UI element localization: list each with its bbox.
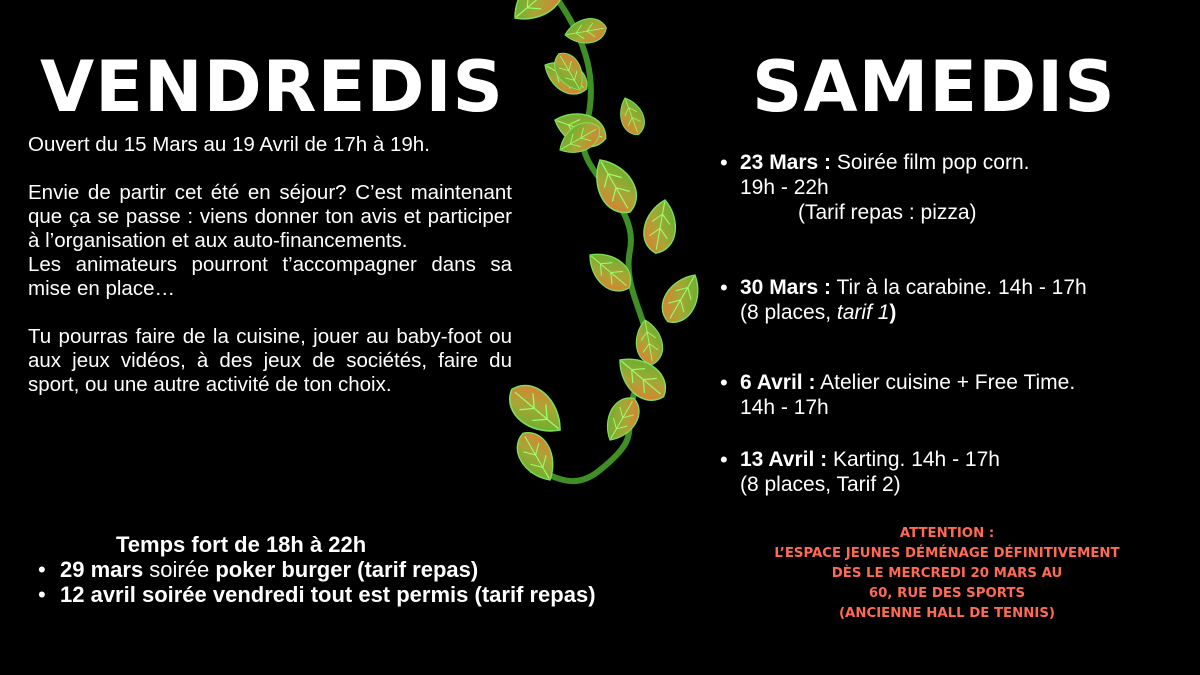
samedi-text: Tir à la carabine. 14h - 17h	[831, 276, 1087, 299]
samedi-date: 6 Avril :	[740, 371, 816, 394]
samedi-date: 13 Avril :	[740, 448, 828, 471]
event-item	[32, 582, 596, 607]
attention-line: DÈS LE MERCREDI 20 MARS AU	[831, 566, 1063, 581]
activities-paragraph: Tu pourras faire de la cuisine, jouer au baby-foot ou aux jeux vidéos, à des jeux de sociétés, faire du sport, ou une autre activité de ton choix.	[28, 325, 512, 396]
samedi-tarif: tarif 1	[836, 301, 890, 324]
samedi-item	[720, 370, 1190, 420]
samedi-item	[720, 275, 1190, 325]
event-text: soirée	[143, 557, 216, 582]
attention-line: (ANCIENNE HALL DE TENNIS)	[838, 606, 1055, 621]
vendredis-description	[28, 133, 512, 397]
event-name: 12 avril soirée vendredi tout est permis (tarif repas)	[60, 582, 596, 607]
temps-fort-section	[32, 532, 596, 607]
samedi-paren: )	[889, 301, 897, 324]
opening-hours: Ouvert du 15 Mars au 19 Avril de 17h à 19h.	[28, 133, 430, 156]
vendredis-title: VENDREDIS	[40, 46, 504, 128]
samedi-text: Atelier cuisine + Free Time.	[815, 371, 1076, 394]
event-name: poker burger (tarif repas)	[215, 557, 479, 582]
attention-line: 60, RUE DES SPORTS	[868, 586, 1026, 601]
temps-fort-title: Temps fort de 18h à 22h	[116, 532, 367, 557]
samedi-text: Karting. 14h - 17h	[827, 448, 1000, 471]
samedis-title: SAMEDIS	[752, 46, 1116, 128]
attention-title: ATTENTION :	[899, 526, 995, 541]
samedi-hours: 19h - 22h	[740, 176, 829, 199]
samedi-item	[720, 150, 1190, 225]
samedi-places: (8 places,	[740, 301, 837, 324]
samedis-list	[720, 150, 1190, 497]
attention-notice	[712, 524, 1182, 624]
event-date: 29 mars	[60, 557, 144, 582]
samedi-date: 23 Mars :	[740, 151, 832, 174]
samedi-date: 30 Mars :	[740, 276, 832, 299]
sejour-paragraph: Envie de partir cet été en séjour? C’est maintenant que ça se passe : viens donner ton avis et participer à l’organisation et aux auto-financements.	[28, 181, 512, 252]
animateurs-paragraph: Les animateurs pourront t’accompagner dans sa mise en place…	[28, 253, 512, 300]
samedi-hours: 14h - 17h	[740, 396, 829, 419]
event-item	[32, 557, 596, 582]
samedi-places: (8 places, Tarif 2)	[740, 473, 901, 496]
attention-line: L’ESPACE JEUNES DÉMÉNAGE DÉFINITIVEMENT	[774, 546, 1120, 561]
samedi-item	[720, 447, 1190, 497]
samedi-text: Soirée film pop corn.	[831, 151, 1030, 174]
samedi-tarif: (Tarif repas : pizza)	[798, 201, 977, 224]
